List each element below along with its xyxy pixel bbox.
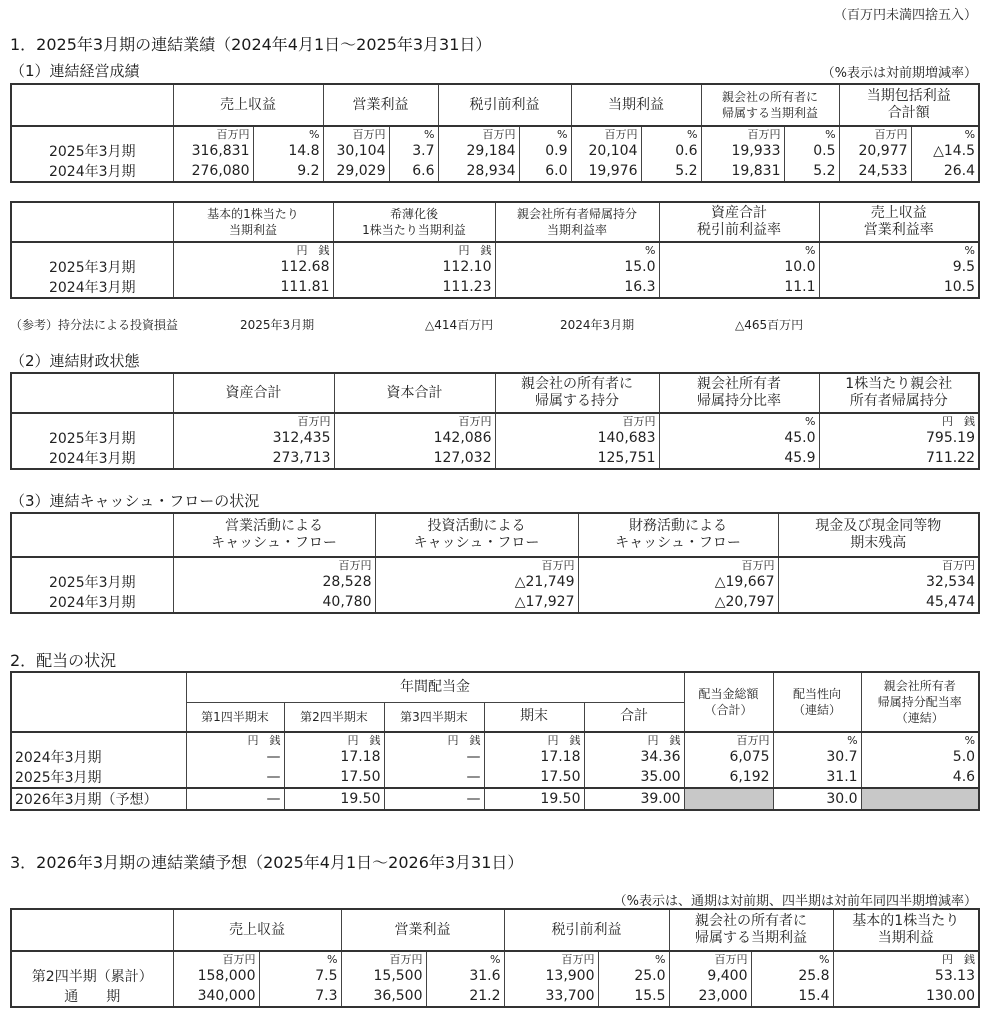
header-basic-eps: 基本的1株当たり 当期利益	[173, 202, 333, 242]
table-row: 2024年3月期 111.81 111.23 16.3 11.1 10.5	[11, 277, 979, 298]
header-diluted-eps: 希薄化後 1株当たり当期利益	[333, 202, 495, 242]
header-financing-cf: 財務活動による キャッシュ・フロー	[578, 513, 778, 557]
table-row: 2024年3月期 40,780 △17,927 △20,797 45,474	[11, 592, 979, 613]
sub2-title: （2）連結財政状態	[10, 352, 140, 370]
header-roa: 資産合計 税引前利益率	[659, 202, 819, 242]
header-operating-cf: 営業活動による キャッシュ・フロー	[173, 513, 375, 557]
table-row: 2024年3月期 276,080 9.2 29,029 6.6 28,934 6.0 19,976 5.2 19,831 5.2 24,533 26.4	[11, 161, 979, 182]
header-q2-end: 第2四半期末	[284, 702, 384, 732]
units-row: 百万円 百万円 百万円 % 円 銭	[11, 413, 979, 428]
header-comprehensive-income: 当期包括利益 合計額	[839, 84, 979, 126]
units-row: 百万円 % 百万円 % 百万円 % 百万円 % 円 銭	[11, 951, 979, 966]
header-payout-ratio: 配当性向 （連結）	[773, 672, 861, 732]
header-total-assets: 資産合計	[173, 373, 334, 413]
header-cash-balance: 現金及び現金同等物 期末残高	[778, 513, 979, 557]
section2-title: 2．配当の状況	[10, 651, 117, 670]
header-basic-eps: 基本的1株当たり 当期利益	[833, 909, 979, 951]
header-revenue: 売上収益	[173, 909, 341, 951]
header-owners-profit: 親会社の所有者に 帰属する当期利益	[669, 909, 833, 951]
rounding-note: （百万円未満四捨五入）	[833, 8, 977, 23]
table-row: 2025年3月期 28,528 △21,749 △19,667 32,534	[11, 572, 979, 592]
equity-method-reference: （参考）持分法による投資損益 2025年3月期 △414百万円 2024年3月期 △465百万円	[10, 318, 804, 332]
table-row: 2024年3月期 — 17.18 — 17.18 34.36 6,075 30.7 5.0	[11, 747, 979, 767]
header-total-equity: 資本合計	[334, 373, 495, 413]
header-pretax-profit: 税引前利益	[504, 909, 669, 951]
table-row: 通 期 340,000 7.3 36,500 21.2 33,700 15.5 23,000 15.4 130.00	[11, 986, 979, 1007]
sub1-title: （1）連結経営成績	[10, 62, 140, 80]
operating-results-table	[10, 83, 980, 183]
section3-title: 3．2026年3月期の連結業績予想（2025年4月1日～2026年3月31日）	[10, 853, 524, 872]
header-owners-equity: 親会社の所有者に 帰属する持分	[495, 373, 659, 413]
sub3-title: （3）連結キャッシュ・フローの状況	[10, 492, 260, 510]
header-bps: 1株当たり親会社 所有者帰属持分	[819, 373, 979, 413]
table-row: 2024年3月期 273,713 127,032 125,751 45.9 711.22	[11, 448, 979, 469]
table-row: 2025年3月期 — 17.50 — 17.50 35.00 6,192 31.1 4.6	[11, 767, 979, 788]
header-net-profit: 当期利益	[571, 84, 701, 126]
table-row: 2025年3月期 112.68 112.10 15.0 10.0 9.5	[11, 257, 979, 277]
table-row: 第2四半期（累計） 158,000 7.5 15,500 31.6 13,900 25.0 9,400 25.8 53.13	[11, 966, 979, 986]
header-revenue: 売上収益	[173, 84, 323, 126]
header-owners-profit: 親会社の所有者に 帰属する当期利益	[701, 84, 839, 126]
dividends-table	[10, 671, 980, 811]
units-row: 百万円 百万円 百万円 百万円	[11, 557, 979, 572]
header-doe: 親会社所有者 帰属持分配当率 （連結）	[861, 672, 979, 732]
header-pretax-profit: 税引前利益	[438, 84, 571, 126]
table-row: 2025年3月期 312,435 142,086 140,683 45.0 795.19	[11, 428, 979, 448]
sub1-note: （%表示は対前期増減率）	[821, 66, 977, 81]
financial-position-table	[10, 372, 980, 470]
forecast-table	[10, 908, 980, 1008]
units-row: 円 銭 円 銭 % % %	[11, 242, 979, 257]
grayed-cell	[684, 788, 773, 810]
units-row: 百万円 % 百万円 % 百万円 % 百万円 % 百万円 % 百万円 %	[11, 126, 979, 141]
header-operating-profit: 営業利益	[341, 909, 504, 951]
header-equity-ratio: 親会社所有者 帰属持分比率	[659, 373, 819, 413]
table-row: 2025年3月期 316,831 14.8 30,104 3.7 29,184 0.9 20,104 0.6 19,933 0.5 20,977 △14.5	[11, 141, 979, 161]
per-share-ratios-table	[10, 201, 980, 299]
section1-title: 1．2025年3月期の連結業績（2024年4月1日～2025年3月31日）	[10, 35, 492, 54]
section3-note: （%表示は、通期は対前期、四半期は対前年同四半期増減率）	[613, 894, 977, 909]
forecast-row: 2026年3月期（予想） — 19.50 — 19.50 39.00 30.0	[11, 788, 979, 810]
header-roe: 親会社所有者帰属持分 当期利益率	[495, 202, 659, 242]
header-operating-profit: 営業利益	[323, 84, 438, 126]
header-investing-cf: 投資活動による キャッシュ・フロー	[375, 513, 578, 557]
header-year-end: 期末	[484, 702, 584, 732]
header-q1-end: 第1四半期末	[186, 702, 284, 732]
cash-flow-table	[10, 512, 980, 614]
units-row: 円 銭 円 銭 円 銭 円 銭 円 銭 百万円 % %	[11, 732, 979, 747]
header-total-dividend: 配当金総額 （合計）	[684, 672, 773, 732]
header-total: 合計	[584, 702, 684, 732]
header-blank	[11, 84, 173, 126]
header-annual-dividend: 年間配当金	[186, 672, 684, 702]
grayed-cell	[861, 788, 979, 810]
header-q3-end: 第3四半期末	[384, 702, 484, 732]
header-operating-margin: 売上収益 営業利益率	[819, 202, 979, 242]
